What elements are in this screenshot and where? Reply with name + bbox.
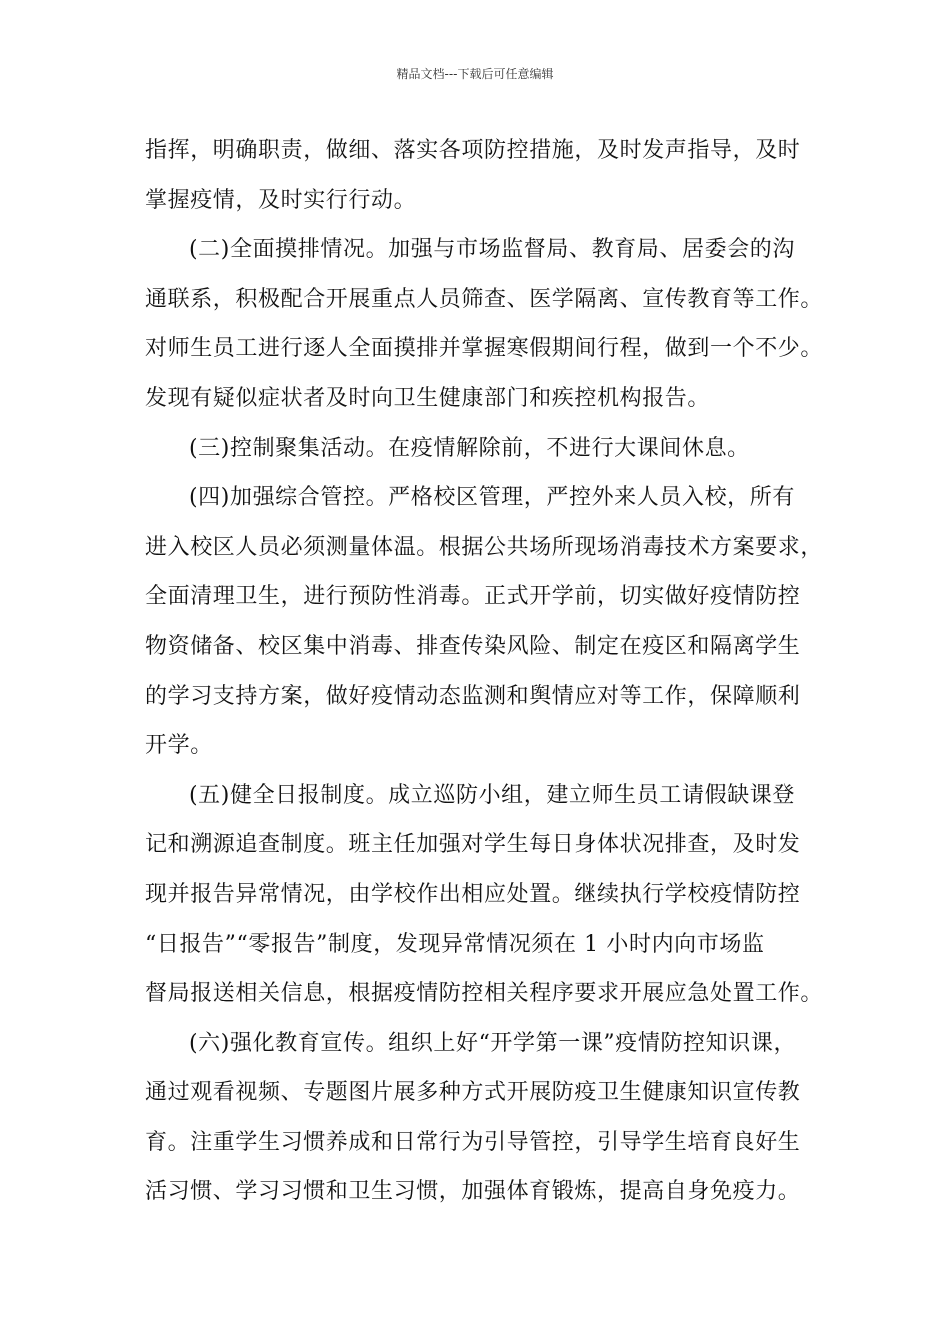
paragraph-start-line: (三)控制聚集活动。在疫情解除前，不进行大课间休息。 bbox=[189, 435, 750, 461]
paragraph-start-line: (五)健全日报制度。成立巡防小组，建立师生员工请假缺课登 bbox=[189, 782, 795, 808]
text-line: 通过观看视频、专题图片展多种方式开展防疫卫生健康知识宣传教 bbox=[145, 1080, 801, 1106]
text-line: 指挥，明确职责，做细、落实各项防控措施，及时发声指导，及时 bbox=[145, 138, 801, 163]
text-line: 全面清理卫生，进行预防性消毒。正式开学前，切实做好疫情防控 bbox=[145, 584, 801, 610]
text-line: 发现有疑似症状者及时向卫生健康部门和疾控机构报告。 bbox=[145, 385, 711, 411]
text-line: 记和溯源追查制度。班主任加强对学生每日身体状况排查，及时发 bbox=[145, 832, 801, 858]
text-line: 通联系，积极配合开展重点人员筛查、医学隔离、宣传教育等工作。 bbox=[145, 286, 824, 312]
text-line: 育。注重学生习惯养成和日常行为引导管控，引导学生培育良好生 bbox=[145, 1129, 801, 1155]
text-line: 督局报送相关信息，根据疫情防控相关程序要求开展应急处置工作。 bbox=[145, 981, 824, 1007]
page-header: 精品文档---下载后可任意编辑 bbox=[396, 67, 554, 81]
text-line: 对师生员工进行逐人全面摸排并掌握寒假期间行程，做到一个不少。 bbox=[145, 336, 824, 362]
text-line: 开学。 bbox=[145, 733, 213, 759]
text-line: 掌握疫情，及时实行行动。 bbox=[145, 187, 417, 213]
text-line: “日报告”“零报告”制度，发现异常情况须在 1 小时内向市场监 bbox=[145, 931, 765, 957]
paragraph-start-line: (二)全面摸排情况。加强与市场监督局、教育局、居委会的沟 bbox=[189, 237, 795, 263]
text-line: 物资储备、校区集中消毒、排查传染风险、制定在疫区和隔离学生 bbox=[145, 633, 801, 659]
paragraph-start-line: (四)加强综合管控。严格校区管理，严控外来人员入校，所有 bbox=[189, 485, 795, 511]
document-body bbox=[145, 126, 825, 1217]
text-line: 进入校区人员必须测量体温。根据公共场所现场消毒技术方案要求， bbox=[145, 534, 824, 560]
paragraph-start-line: (六)强化教育宣传。组织上好“开学第一课”疫情防控知识课， bbox=[189, 1030, 797, 1056]
text-line: 现并报告异常情况，由学校作出相应处置。继续执行学校疫情防控 bbox=[145, 881, 801, 907]
text-line: 活习惯、学习习惯和卫生习惯，加强体育锻炼，提高自身免疫力。 bbox=[145, 1179, 801, 1205]
text-line: 的学习支持方案，做好疫情动态监测和舆情应对等工作，保障顺利 bbox=[145, 683, 801, 709]
